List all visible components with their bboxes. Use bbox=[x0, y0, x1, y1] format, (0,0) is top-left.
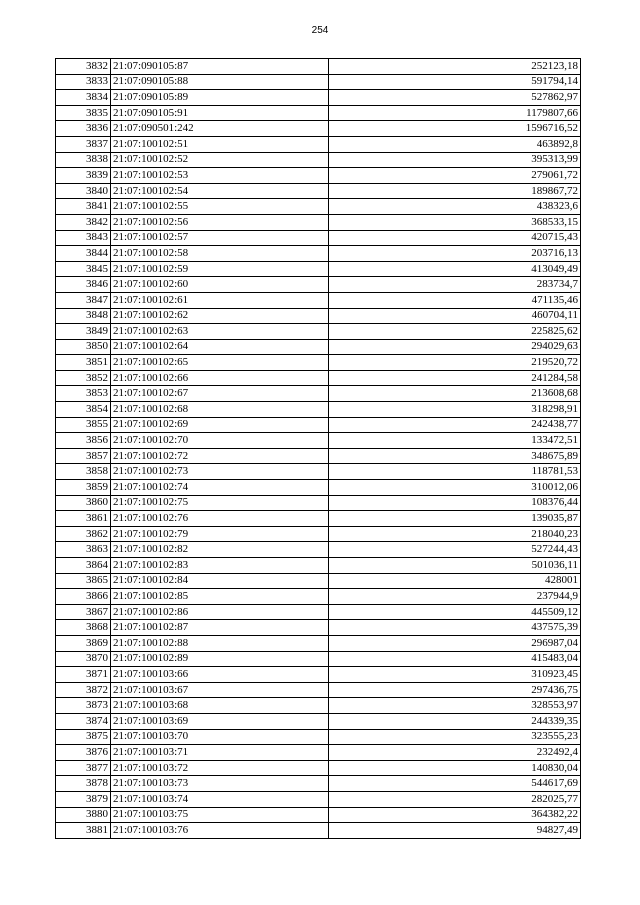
cadastral-code-cell: 21:07:100102:63 bbox=[111, 324, 329, 340]
cadastral-code-cell: 21:07:100103:74 bbox=[111, 791, 329, 807]
page-number: 254 bbox=[311, 25, 329, 36]
value-cell: 310012,06 bbox=[329, 480, 581, 496]
value-cell: 364382,22 bbox=[329, 807, 581, 823]
table-row bbox=[56, 183, 581, 199]
value-cell: 225825,62 bbox=[329, 324, 581, 340]
row-number-cell: 3841 bbox=[56, 199, 111, 215]
table-row bbox=[56, 667, 581, 683]
row-number-cell: 3844 bbox=[56, 246, 111, 262]
cadastral-code-cell: 21:07:100102:65 bbox=[111, 355, 329, 371]
row-number-cell: 3867 bbox=[56, 604, 111, 620]
table-body bbox=[56, 59, 581, 839]
row-number-cell: 3839 bbox=[56, 168, 111, 184]
value-cell: 282025,77 bbox=[329, 791, 581, 807]
value-cell: 237944,9 bbox=[329, 589, 581, 605]
table-row bbox=[56, 620, 581, 636]
cadastral-code-cell: 21:07:100102:60 bbox=[111, 277, 329, 293]
value-cell: 471135,46 bbox=[329, 292, 581, 308]
row-number-cell: 3851 bbox=[56, 355, 111, 371]
cadastral-code-cell: 21:07:100103:66 bbox=[111, 667, 329, 683]
value-cell: 1596716,52 bbox=[329, 121, 581, 137]
table-row bbox=[56, 324, 581, 340]
cadastral-code-cell: 21:07:100103:75 bbox=[111, 807, 329, 823]
value-cell: 368533,15 bbox=[329, 214, 581, 230]
cadastral-code-cell: 21:07:100103:73 bbox=[111, 776, 329, 792]
table-row bbox=[56, 729, 581, 745]
row-number-cell: 3860 bbox=[56, 495, 111, 511]
value-cell: 437575,39 bbox=[329, 620, 581, 636]
cadastral-code-cell: 21:07:100102:61 bbox=[111, 292, 329, 308]
table-row bbox=[56, 682, 581, 698]
value-cell: 1179807,66 bbox=[329, 105, 581, 121]
cadastral-code-cell: 21:07:100103:69 bbox=[111, 713, 329, 729]
row-number-cell: 3876 bbox=[56, 745, 111, 761]
table-row bbox=[56, 370, 581, 386]
row-number-cell: 3856 bbox=[56, 433, 111, 449]
row-number-cell: 3849 bbox=[56, 324, 111, 340]
value-cell: 415483,04 bbox=[329, 651, 581, 667]
value-cell: 438323,6 bbox=[329, 199, 581, 215]
value-cell: 232492,4 bbox=[329, 745, 581, 761]
data-table bbox=[55, 58, 581, 839]
cadastral-code-cell: 21:07:100102:54 bbox=[111, 183, 329, 199]
row-number-cell: 3878 bbox=[56, 776, 111, 792]
table-row bbox=[56, 74, 581, 90]
cadastral-code-cell: 21:07:100102:59 bbox=[111, 261, 329, 277]
table-row bbox=[56, 277, 581, 293]
table-row bbox=[56, 807, 581, 823]
value-cell: 527862,97 bbox=[329, 90, 581, 106]
table-row bbox=[56, 292, 581, 308]
row-number-cell: 3857 bbox=[56, 448, 111, 464]
value-cell: 279061,72 bbox=[329, 168, 581, 184]
cadastral-code-cell: 21:07:100102:55 bbox=[111, 199, 329, 215]
table-row bbox=[56, 90, 581, 106]
table-row bbox=[56, 355, 581, 371]
row-number-cell: 3845 bbox=[56, 261, 111, 277]
value-cell: 219520,72 bbox=[329, 355, 581, 371]
table-row bbox=[56, 745, 581, 761]
cadastral-code-cell: 21:07:100102:85 bbox=[111, 589, 329, 605]
table-row bbox=[56, 339, 581, 355]
table-row bbox=[56, 542, 581, 558]
table-row bbox=[56, 635, 581, 651]
table-row bbox=[56, 823, 581, 839]
row-number-cell: 3833 bbox=[56, 74, 111, 90]
row-number-cell: 3869 bbox=[56, 635, 111, 651]
row-number-cell: 3870 bbox=[56, 651, 111, 667]
row-number-cell: 3855 bbox=[56, 417, 111, 433]
value-cell: 420715,43 bbox=[329, 230, 581, 246]
row-number-cell: 3834 bbox=[56, 90, 111, 106]
table-row bbox=[56, 651, 581, 667]
cadastral-code-cell: 21:07:100102:68 bbox=[111, 402, 329, 418]
row-number-cell: 3854 bbox=[56, 402, 111, 418]
value-cell: 348675,89 bbox=[329, 448, 581, 464]
cadastral-code-cell: 21:07:100102:53 bbox=[111, 168, 329, 184]
value-cell: 118781,53 bbox=[329, 464, 581, 480]
table-row bbox=[56, 573, 581, 589]
row-number-cell: 3859 bbox=[56, 480, 111, 496]
row-number-cell: 3866 bbox=[56, 589, 111, 605]
table-row bbox=[56, 526, 581, 542]
value-cell: 428001 bbox=[329, 573, 581, 589]
cadastral-code-cell: 21:07:100102:62 bbox=[111, 308, 329, 324]
cadastral-code-cell: 21:07:100102:75 bbox=[111, 495, 329, 511]
value-cell: 527244,43 bbox=[329, 542, 581, 558]
value-cell: 413049,49 bbox=[329, 261, 581, 277]
row-number-cell: 3864 bbox=[56, 558, 111, 574]
table-row bbox=[56, 760, 581, 776]
row-number-cell: 3861 bbox=[56, 511, 111, 527]
cadastral-code-cell: 21:07:100102:52 bbox=[111, 152, 329, 168]
cadastral-code-cell: 21:07:100102:67 bbox=[111, 386, 329, 402]
table-row bbox=[56, 776, 581, 792]
row-number-cell: 3846 bbox=[56, 277, 111, 293]
row-number-cell: 3862 bbox=[56, 526, 111, 542]
row-number-cell: 3837 bbox=[56, 136, 111, 152]
value-cell: 139035,87 bbox=[329, 511, 581, 527]
row-number-cell: 3832 bbox=[56, 59, 111, 75]
cadastral-code-cell: 21:07:100102:86 bbox=[111, 604, 329, 620]
row-number-cell: 3868 bbox=[56, 620, 111, 636]
value-cell: 241284,58 bbox=[329, 370, 581, 386]
cadastral-code-cell: 21:07:100102:57 bbox=[111, 230, 329, 246]
value-cell: 296987,04 bbox=[329, 635, 581, 651]
table-row bbox=[56, 791, 581, 807]
cadastral-code-cell: 21:07:100102:73 bbox=[111, 464, 329, 480]
table-row bbox=[56, 511, 581, 527]
value-cell: 323555,23 bbox=[329, 729, 581, 745]
value-cell: 460704,11 bbox=[329, 308, 581, 324]
row-number-cell: 3865 bbox=[56, 573, 111, 589]
table-row bbox=[56, 199, 581, 215]
value-cell: 395313,99 bbox=[329, 152, 581, 168]
value-cell: 140830,04 bbox=[329, 760, 581, 776]
value-cell: 297436,75 bbox=[329, 682, 581, 698]
row-number-cell: 3874 bbox=[56, 713, 111, 729]
cadastral-code-cell: 21:07:100103:71 bbox=[111, 745, 329, 761]
row-number-cell: 3843 bbox=[56, 230, 111, 246]
value-cell: 242438,77 bbox=[329, 417, 581, 433]
row-number-cell: 3873 bbox=[56, 698, 111, 714]
row-number-cell: 3863 bbox=[56, 542, 111, 558]
cadastral-code-cell: 21:07:100103:72 bbox=[111, 760, 329, 776]
table-row bbox=[56, 246, 581, 262]
value-cell: 591794,14 bbox=[329, 74, 581, 90]
row-number-cell: 3877 bbox=[56, 760, 111, 776]
cadastral-code-cell: 21:07:100102:72 bbox=[111, 448, 329, 464]
cadastral-code-cell: 21:07:100102:82 bbox=[111, 542, 329, 558]
table-row bbox=[56, 386, 581, 402]
cadastral-code-cell: 21:07:100102:64 bbox=[111, 339, 329, 355]
row-number-cell: 3875 bbox=[56, 729, 111, 745]
value-cell: 94827,49 bbox=[329, 823, 581, 839]
table-row bbox=[56, 230, 581, 246]
cadastral-code-cell: 21:07:100102:66 bbox=[111, 370, 329, 386]
value-cell: 203716,13 bbox=[329, 246, 581, 262]
table-row bbox=[56, 698, 581, 714]
cadastral-code-cell: 21:07:100102:89 bbox=[111, 651, 329, 667]
row-number-cell: 3858 bbox=[56, 464, 111, 480]
row-number-cell: 3840 bbox=[56, 183, 111, 199]
table-row bbox=[56, 448, 581, 464]
table-row bbox=[56, 105, 581, 121]
row-number-cell: 3879 bbox=[56, 791, 111, 807]
row-number-cell: 3871 bbox=[56, 667, 111, 683]
row-number-cell: 3872 bbox=[56, 682, 111, 698]
row-number-cell: 3835 bbox=[56, 105, 111, 121]
table-row bbox=[56, 589, 581, 605]
value-cell: 310923,45 bbox=[329, 667, 581, 683]
row-number-cell: 3838 bbox=[56, 152, 111, 168]
value-cell: 294029,63 bbox=[329, 339, 581, 355]
cadastral-code-cell: 21:07:100103:76 bbox=[111, 823, 329, 839]
row-number-cell: 3848 bbox=[56, 308, 111, 324]
value-cell: 463892,8 bbox=[329, 136, 581, 152]
table-row bbox=[56, 136, 581, 152]
table-row bbox=[56, 495, 581, 511]
cadastral-code-cell: 21:07:100103:67 bbox=[111, 682, 329, 698]
cadastral-code-cell: 21:07:100102:87 bbox=[111, 620, 329, 636]
table-row bbox=[56, 308, 581, 324]
cadastral-code-cell: 21:07:100102:88 bbox=[111, 635, 329, 651]
cadastral-code-cell: 21:07:100102:70 bbox=[111, 433, 329, 449]
cadastral-code-cell: 21:07:100103:70 bbox=[111, 729, 329, 745]
cadastral-code-cell: 21:07:090105:91 bbox=[111, 105, 329, 121]
table-row bbox=[56, 168, 581, 184]
cadastral-code-cell: 21:07:100102:58 bbox=[111, 246, 329, 262]
table-row bbox=[56, 121, 581, 137]
cadastral-code-cell: 21:07:100102:69 bbox=[111, 417, 329, 433]
value-cell: 218040,23 bbox=[329, 526, 581, 542]
row-number-cell: 3842 bbox=[56, 214, 111, 230]
cadastral-code-cell: 21:07:100102:74 bbox=[111, 480, 329, 496]
table-row bbox=[56, 214, 581, 230]
cadastral-code-cell: 21:07:090501:242 bbox=[111, 121, 329, 137]
cadastral-code-cell: 21:07:100102:76 bbox=[111, 511, 329, 527]
table-row bbox=[56, 480, 581, 496]
table-row bbox=[56, 604, 581, 620]
row-number-cell: 3836 bbox=[56, 121, 111, 137]
value-cell: 544617,69 bbox=[329, 776, 581, 792]
value-cell: 328553,97 bbox=[329, 698, 581, 714]
row-number-cell: 3852 bbox=[56, 370, 111, 386]
cadastral-code-cell: 21:07:100102:79 bbox=[111, 526, 329, 542]
cadastral-code-cell: 21:07:090105:87 bbox=[111, 59, 329, 75]
cadastral-code-cell: 21:07:100102:84 bbox=[111, 573, 329, 589]
cadastral-code-cell: 21:07:100102:56 bbox=[111, 214, 329, 230]
value-cell: 318298,91 bbox=[329, 402, 581, 418]
table-row bbox=[56, 152, 581, 168]
row-number-cell: 3847 bbox=[56, 292, 111, 308]
cadastral-code-cell: 21:07:090105:88 bbox=[111, 74, 329, 90]
value-cell: 501036,11 bbox=[329, 558, 581, 574]
value-cell: 189867,72 bbox=[329, 183, 581, 199]
table-row bbox=[56, 713, 581, 729]
row-number-cell: 3853 bbox=[56, 386, 111, 402]
row-number-cell: 3880 bbox=[56, 807, 111, 823]
row-number-cell: 3850 bbox=[56, 339, 111, 355]
table-row bbox=[56, 464, 581, 480]
cadastral-code-cell: 21:07:090105:89 bbox=[111, 90, 329, 106]
row-number-cell: 3881 bbox=[56, 823, 111, 839]
cadastral-code-cell: 21:07:100103:68 bbox=[111, 698, 329, 714]
table-row bbox=[56, 261, 581, 277]
table-row bbox=[56, 59, 581, 75]
table-row bbox=[56, 433, 581, 449]
table-row bbox=[56, 417, 581, 433]
table-row bbox=[56, 558, 581, 574]
value-cell: 108376,44 bbox=[329, 495, 581, 511]
cadastral-code-cell: 21:07:100102:51 bbox=[111, 136, 329, 152]
value-cell: 244339,35 bbox=[329, 713, 581, 729]
value-cell: 283734,7 bbox=[329, 277, 581, 293]
cadastral-code-cell: 21:07:100102:83 bbox=[111, 558, 329, 574]
value-cell: 213608,68 bbox=[329, 386, 581, 402]
value-cell: 445509,12 bbox=[329, 604, 581, 620]
value-cell: 133472,51 bbox=[329, 433, 581, 449]
table-row bbox=[56, 402, 581, 418]
value-cell: 252123,18 bbox=[329, 59, 581, 75]
